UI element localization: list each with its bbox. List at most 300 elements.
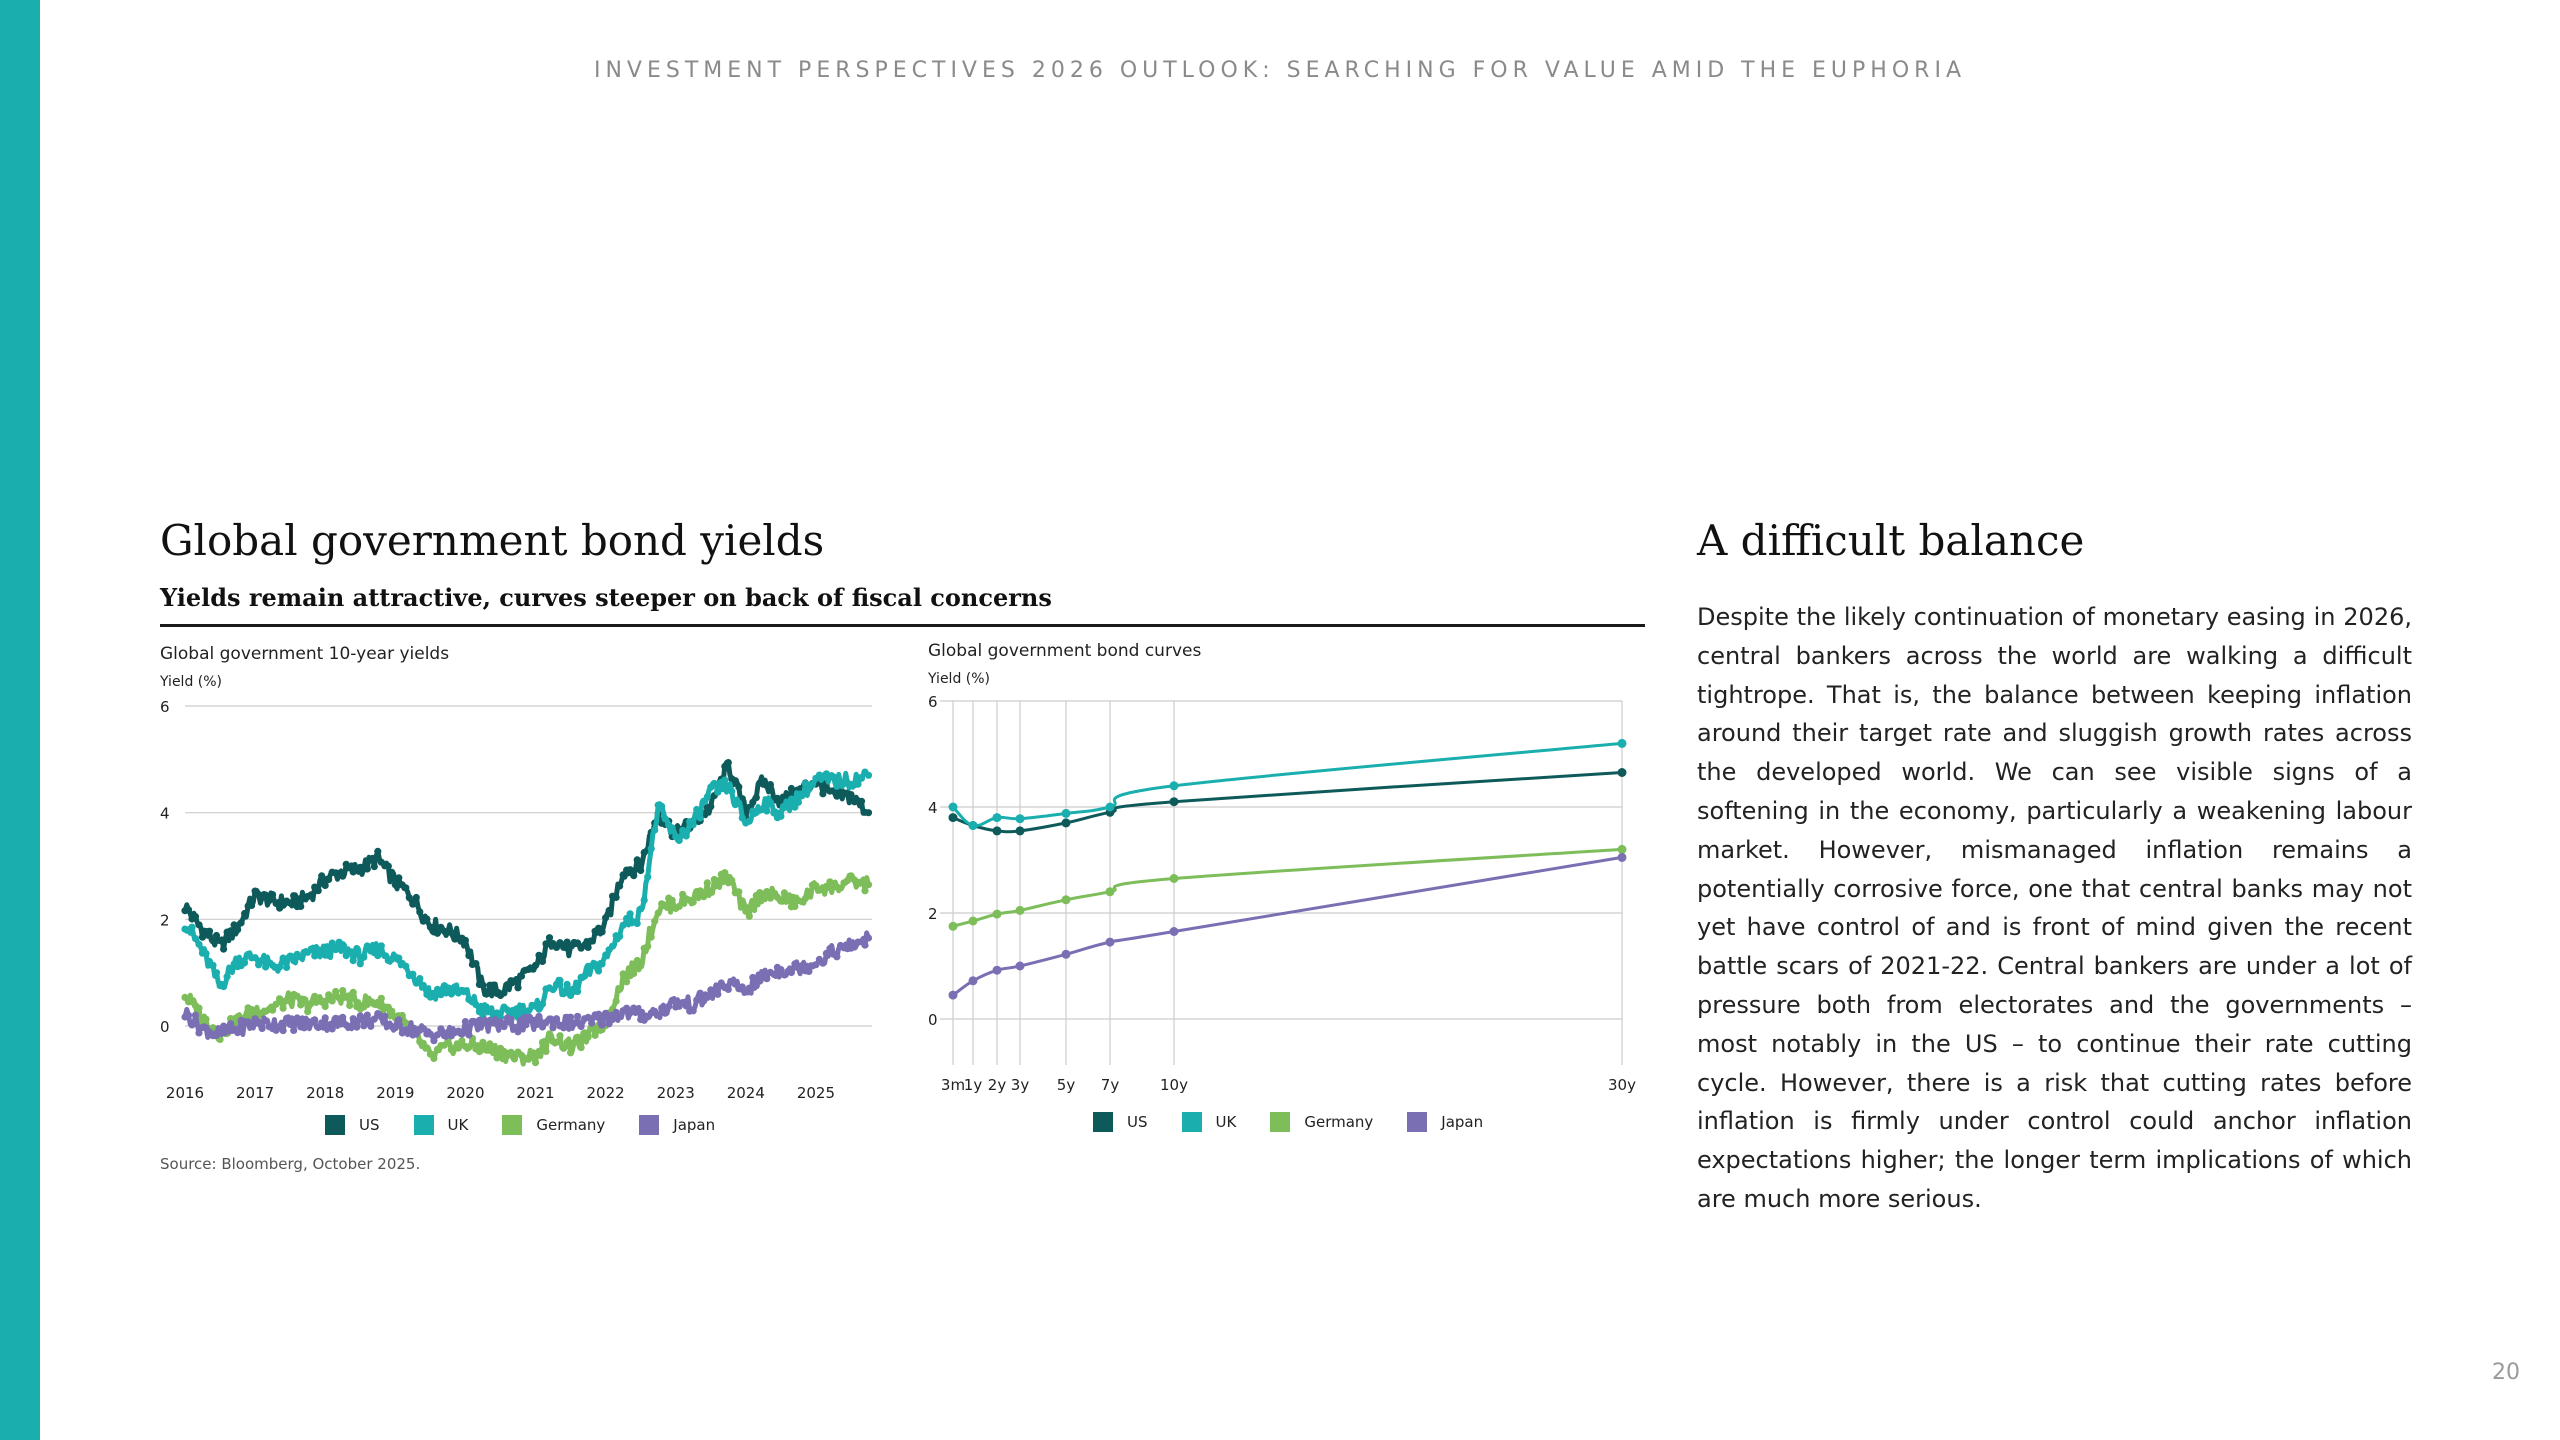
chart1-point-germany	[613, 998, 620, 1005]
chart1-point-germany	[805, 891, 812, 898]
chart1-point-uk	[574, 988, 581, 995]
chart1-point-uk	[858, 775, 865, 782]
chart1-point-uk	[648, 845, 655, 852]
chart1-point-germany	[304, 1008, 311, 1015]
chart2-point-us-5y	[1062, 818, 1071, 827]
chart1-xtick-2024: 2024	[726, 1084, 765, 1102]
chart1-point-japan	[465, 1031, 472, 1038]
chart1-point-uk	[416, 975, 423, 982]
chart1-point-germany	[574, 1034, 581, 1041]
chart1-point-uk	[195, 941, 202, 948]
chart1-xtick-2021: 2021	[516, 1084, 555, 1102]
chart1-point-uk	[746, 818, 753, 825]
chart1-point-uk	[620, 922, 627, 929]
chart1-point-us	[238, 919, 245, 926]
chart1-point-us	[269, 891, 276, 898]
chart2-series-japan	[949, 853, 1627, 1000]
legend2-swatch-germany	[1270, 1112, 1290, 1132]
chart1-point-germany	[493, 1054, 500, 1061]
chart1-point-germany	[486, 1040, 493, 1047]
chart1-point-japan	[770, 971, 777, 978]
chart1-point-japan	[346, 1023, 353, 1030]
chart1-point-uk	[683, 832, 690, 839]
chart1-point-japan	[381, 1013, 388, 1020]
chart1-point-japan	[185, 1012, 192, 1019]
chart2-series-germany	[949, 845, 1627, 931]
chart1-point-japan	[549, 1024, 556, 1031]
chart1-point-uk	[763, 807, 770, 814]
chart1-point-japan	[567, 1014, 574, 1021]
legend2-label-us: US	[1127, 1113, 1148, 1131]
chart1-point-uk	[311, 952, 318, 959]
chart1-point-germany	[630, 970, 637, 977]
chart1-point-us	[630, 872, 637, 879]
chart2-xtick-10y: 10y	[1160, 1076, 1188, 1094]
chart1-point-germany	[423, 1044, 430, 1051]
chart2-point-japan-30y	[1618, 853, 1627, 862]
chart1-point-japan	[609, 1016, 616, 1023]
figure-subtitle: Yields remain attractive, curves steeper on back of fiscal concerns	[160, 583, 1052, 612]
chart1-point-uk	[241, 959, 248, 966]
chart1-point-germany	[858, 879, 865, 886]
legend2-item-us	[1093, 1112, 1148, 1132]
chart2-point-us-10y	[1170, 797, 1179, 806]
chart1-point-japan	[690, 1007, 697, 1014]
chart1-point-us	[616, 883, 623, 890]
chart1-point-japan	[301, 1024, 308, 1031]
chart1-point-japan	[655, 1012, 662, 1019]
legend-label-germany: Germany	[536, 1116, 606, 1134]
chart1-point-uk	[592, 961, 599, 968]
chart1-point-uk	[325, 952, 332, 959]
chart1-point-japan	[634, 1006, 641, 1013]
chart1-point-germany	[735, 888, 742, 895]
chart2-point-japan-5y	[1062, 950, 1071, 959]
chart2-point-uk-3m	[949, 803, 958, 812]
chart2-point-japan-3m	[949, 991, 958, 1000]
chart1-point-japan	[353, 1024, 360, 1031]
legend2-item-uk	[1182, 1112, 1237, 1132]
chart2-point-germany-5y	[1062, 895, 1071, 904]
chart1-point-germany	[546, 1030, 553, 1037]
chart1-point-uk	[332, 946, 339, 953]
chart1-point-japan	[329, 1025, 336, 1032]
legend-item-uk	[414, 1115, 469, 1135]
chart1-point-uk	[830, 773, 837, 780]
chart1-point-uk	[353, 945, 360, 952]
chart2-point-germany-10y	[1170, 874, 1179, 883]
chart2-point-germany-2y	[993, 910, 1002, 919]
chart1-point-germany	[346, 1002, 353, 1009]
chart1-point-japan	[500, 1023, 507, 1030]
chart1-point-uk	[308, 946, 315, 953]
chart1-point-us	[858, 798, 865, 805]
chart1-point-germany	[865, 881, 872, 888]
chart1-point-germany	[655, 909, 662, 916]
chart1-ytick-4: 4	[160, 804, 170, 823]
chart1-point-uk	[865, 772, 872, 779]
chart1-point-uk	[809, 781, 816, 788]
chart1-point-us	[865, 809, 872, 816]
chart1-point-us	[819, 790, 826, 797]
chart1-point-japan	[437, 1025, 444, 1032]
chart1-point-uk	[448, 990, 455, 997]
chart1-point-uk	[735, 799, 742, 806]
chart1-point-uk	[777, 813, 784, 820]
chart1-point-us	[192, 913, 199, 920]
chart2-point-uk-30y	[1618, 739, 1627, 748]
legend-item-us	[325, 1115, 380, 1135]
chart1-point-japan	[518, 1021, 525, 1028]
chart1-point-uk	[637, 905, 644, 912]
chart2-point-japan-10y	[1170, 927, 1179, 936]
chart2-xtick-2y: 2y	[987, 1076, 1007, 1094]
chart1-point-us	[465, 952, 472, 959]
chart1-point-us	[206, 928, 213, 935]
chart1-point-us	[833, 793, 840, 800]
chart1-point-germany	[564, 1038, 571, 1045]
chart1-point-us	[308, 891, 315, 898]
chart1-point-germany	[585, 1033, 592, 1040]
chart1-point-germany	[637, 962, 644, 969]
chart1-point-japan	[360, 1022, 367, 1029]
chart1-point-uk	[644, 873, 651, 880]
chart1-point-uk	[188, 924, 195, 931]
chart1-ytick-0: 0	[160, 1018, 170, 1036]
chart1-point-us	[385, 863, 392, 870]
legend-label-japan: Japan	[673, 1116, 716, 1134]
chart1-point-us	[195, 921, 202, 928]
chart1-point-germany	[343, 993, 350, 1000]
chart1-point-uk	[564, 981, 571, 988]
chart2-point-uk-5y	[1062, 809, 1071, 818]
chart1-point-uk	[616, 933, 623, 940]
chart1-point-germany	[861, 887, 868, 894]
chart1-point-japan	[322, 1014, 329, 1021]
chart1-point-japan	[602, 1010, 609, 1017]
chart1-point-us	[287, 900, 294, 907]
legend-item-germany	[502, 1115, 605, 1135]
chart1-point-uk	[676, 837, 683, 844]
chart2-ylabel: Yield (%)	[928, 671, 991, 687]
chart1-point-uk	[329, 940, 336, 947]
chart1-point-uk	[690, 821, 697, 828]
chart2-xtick-7y: 7y	[1100, 1076, 1120, 1094]
chart1-point-us	[367, 856, 374, 863]
chart2-point-japan-1y	[969, 976, 978, 985]
chart1-point-us	[416, 908, 423, 915]
chart1-point-uk	[283, 964, 290, 971]
chart1-point-germany	[690, 899, 697, 906]
chart1-point-us	[374, 848, 381, 855]
chart1-point-us	[634, 856, 641, 863]
chart1-point-uk	[651, 827, 658, 834]
chart1-point-uk	[202, 950, 209, 957]
chart1-point-us	[753, 794, 760, 801]
chart1-point-germany	[455, 1045, 462, 1052]
chart1-point-uk	[374, 952, 381, 959]
chart2-point-us-2y	[993, 826, 1002, 835]
chart2-point-uk-2y	[993, 813, 1002, 822]
chart1-xtick-2023: 2023	[656, 1084, 695, 1102]
chart1-point-japan	[749, 974, 756, 981]
chart1-point-germany	[202, 1016, 209, 1023]
chart1-point-uk	[581, 973, 588, 980]
chart1-point-us	[511, 977, 518, 984]
chart1-point-japan	[350, 1015, 357, 1022]
chart1-point-uk	[556, 977, 563, 984]
chart1-point-us	[406, 894, 413, 901]
chart1-point-japan	[571, 1020, 578, 1027]
chart1-point-japan	[514, 1028, 521, 1035]
chart1-point-germany	[476, 1048, 483, 1055]
chart1-point-germany	[704, 879, 711, 886]
chart1-point-germany	[269, 1007, 276, 1014]
chart1-point-us	[542, 940, 549, 947]
chart2-point-germany-7y	[1106, 887, 1115, 896]
chart1-point-germany	[195, 1005, 202, 1012]
chart1-point-uk	[402, 963, 409, 970]
chart1-point-japan	[280, 1027, 287, 1034]
chart2-point-japan-2y	[993, 966, 1002, 975]
chart1-point-japan	[574, 1013, 581, 1020]
chart2-title: Global government bond curves	[928, 641, 1202, 661]
chart1-point-japan	[290, 1027, 297, 1034]
chart1-point-uk	[378, 942, 385, 949]
chart1-point-germany	[308, 1000, 315, 1007]
chart1-point-uk	[339, 941, 346, 948]
chart1-point-germany	[567, 1049, 574, 1056]
chart1-point-germany	[620, 970, 627, 977]
chart1-point-japan	[819, 960, 826, 967]
chart1-point-japan	[763, 975, 770, 982]
chart2-series-us	[949, 768, 1627, 835]
chart1-point-us	[325, 876, 332, 883]
chart1-point-japan	[357, 1012, 364, 1019]
chart1-point-germany	[350, 989, 357, 996]
chart1-point-germany	[714, 877, 721, 884]
chart1-xtick-2018: 2018	[306, 1084, 345, 1102]
chart1-point-us	[602, 914, 609, 921]
chart1-point-germany	[553, 1039, 560, 1046]
chart1-point-us	[185, 906, 192, 913]
chart1-point-us	[613, 894, 620, 901]
chart1-point-germany	[644, 943, 651, 950]
chart1-point-us	[217, 937, 224, 944]
chart1-point-germany	[592, 1032, 599, 1039]
chart1-point-us	[725, 759, 732, 766]
chart1-point-germany	[280, 1005, 287, 1012]
chart1-point-germany	[746, 913, 753, 920]
chart1-point-uk	[213, 969, 220, 976]
chart1-point-us	[588, 937, 595, 944]
chart1-point-japan	[693, 997, 700, 1004]
chart1-point-uk	[728, 788, 735, 795]
chart1-point-uk	[504, 1006, 511, 1013]
chart1-point-japan	[255, 1019, 262, 1026]
chart1-point-germany	[784, 894, 791, 901]
chart1-point-us	[472, 960, 479, 967]
chart2-legend	[1093, 1112, 1483, 1132]
chart1-point-japan	[392, 1024, 399, 1031]
chart1-point-germany	[669, 897, 676, 904]
chart1-point-us	[297, 903, 304, 910]
chart1-point-germany	[322, 1003, 329, 1010]
chart1-point-japan	[546, 1015, 553, 1022]
chart1-point-uk	[420, 982, 427, 989]
chart1-legend	[325, 1115, 715, 1135]
chart1-ytick-2: 2	[160, 911, 170, 930]
chart1-series-japan	[181, 933, 872, 1044]
chart1-xtick-2019: 2019	[376, 1084, 415, 1102]
chart1-point-germany	[676, 903, 683, 910]
chart1-point-japan	[294, 1014, 301, 1021]
chart1-point-uk	[795, 799, 802, 806]
chart1-xtick-2022: 2022	[586, 1084, 625, 1102]
chart1-point-japan	[283, 1015, 290, 1022]
chart1-point-uk	[599, 960, 606, 967]
chart1-point-uk	[280, 955, 287, 962]
chart1-point-us	[847, 791, 854, 798]
chart1-point-uk	[714, 789, 721, 796]
chart1-point-uk	[451, 983, 458, 990]
chart2-xtick-3y: 3y	[1010, 1076, 1030, 1094]
chart2-xtick-30y: 30y	[1608, 1076, 1636, 1094]
chart2-xtick-3m: 3m	[940, 1076, 966, 1094]
chart1-point-japan	[395, 1016, 402, 1023]
legend-swatch-us	[325, 1115, 345, 1135]
chart1-point-us	[266, 897, 273, 904]
chart2-point-us-30y	[1618, 768, 1627, 777]
chart1-point-us	[448, 929, 455, 936]
chart1-point-uk	[444, 984, 451, 991]
chart1-point-uk	[357, 960, 364, 967]
chart1-point-germany	[623, 978, 630, 985]
chart1-point-japan	[458, 1031, 465, 1038]
chart1-point-japan	[665, 1003, 672, 1010]
chart1-point-japan	[311, 1016, 318, 1023]
chart1-point-japan	[704, 994, 711, 1001]
chart1-point-germany	[287, 998, 294, 1005]
chart1-point-japan	[462, 1018, 469, 1025]
chart1-point-germany	[325, 991, 332, 998]
chart1-point-japan	[287, 1021, 294, 1028]
legend-swatch-uk	[414, 1115, 434, 1135]
chart1-point-germany	[721, 869, 728, 876]
chart1-point-germany	[332, 988, 339, 995]
chart1-point-germany	[616, 986, 623, 993]
chart1-point-us	[788, 785, 795, 792]
chart1-point-uk	[711, 780, 718, 787]
chart1-point-germany	[479, 1039, 486, 1046]
chart1-title: Global government 10-year yields	[160, 644, 450, 664]
chart2-series-uk	[949, 739, 1627, 830]
chart1-xtick-2025: 2025	[796, 1084, 836, 1102]
chart1-point-us	[535, 952, 542, 959]
legend-swatch-japan	[639, 1115, 659, 1135]
chart2-point-germany-3y	[1016, 906, 1025, 915]
chart2-point-germany-30y	[1618, 845, 1627, 854]
chart1-point-uk	[252, 954, 259, 961]
chart1-point-germany	[294, 993, 301, 1000]
chart1-point-us	[735, 783, 742, 790]
chart2-point-germany-1y	[969, 917, 978, 926]
chart1-point-germany	[728, 877, 735, 884]
chart1-point-us	[539, 958, 546, 965]
chart1-point-germany	[777, 898, 784, 905]
chart1-point-uk	[409, 971, 416, 978]
chart1-point-us	[339, 873, 346, 880]
chart1-point-japan	[188, 1021, 195, 1028]
chart1-xtick-2017: 2017	[236, 1084, 275, 1102]
chart1-point-germany	[430, 1055, 437, 1062]
legend2-item-germany	[1270, 1112, 1373, 1132]
chart1-point-us	[500, 989, 507, 996]
chart1-point-us	[402, 884, 409, 891]
chart1-point-us	[315, 887, 322, 894]
side-body: Despite the likely continuation of monetary easing in 2026, central bankers across the world are walking a difficult tightrope. That is, the balance between keeping inflation around their target rate and sluggish growth rates across the developed world. We can see visible signs of a softening in the economy, particularly a weakening labour market. However, mismanaged inflation remains a potentially corrosive force, one that central banks may not yet have control of and is front of mind given the recent battle scars of 2021-22. Central bankers are under a lot of pressure both from electorates and the governments – most notably in the US – to continue their rate cutting cycle. However, there is a risk that cutting rates before inflation is firmly under control could anchor inflation expectations higher; the longer term implications of which are much more serious.	[1697, 603, 2412, 1213]
chart1-point-japan	[364, 1012, 371, 1019]
chart1-xtick-2020: 2020	[446, 1084, 485, 1102]
chart1-point-us	[606, 907, 613, 914]
chart1-point-us	[767, 781, 774, 788]
chart1-point-japan	[507, 1016, 514, 1023]
chart1-point-us	[732, 777, 739, 784]
chart2-line-us	[953, 773, 1622, 832]
chart1-point-germany	[707, 888, 714, 895]
chart2-point-us-3y	[1016, 826, 1025, 835]
chart1-point-germany	[556, 1032, 563, 1039]
chart1-point-uk	[669, 824, 676, 831]
legend2-label-uk: UK	[1215, 1113, 1237, 1131]
chart1-point-japan	[553, 1015, 560, 1022]
chart1-point-us	[490, 982, 497, 989]
chart1-point-us	[392, 881, 399, 888]
chart1-point-uk	[595, 967, 602, 974]
chart1-point-us	[290, 892, 297, 899]
chart1-point-germany	[276, 995, 283, 1002]
chart2-line-uk	[953, 743, 1622, 825]
chart1-point-germany	[578, 1044, 585, 1051]
chart1-ylabel: Yield (%)	[160, 674, 223, 690]
chart1-point-us	[220, 946, 227, 953]
chart2-point-germany-3m	[949, 922, 958, 931]
chart1-point-japan	[234, 1029, 241, 1036]
chart1-point-us	[599, 928, 606, 935]
chart1-point-uk	[350, 957, 357, 964]
chart1-point-us	[413, 894, 420, 901]
chart1-point-japan	[788, 969, 795, 976]
chart2-point-uk-1y	[969, 821, 978, 830]
chart1-point-germany	[539, 1039, 546, 1046]
chart2-point-japan-7y	[1106, 938, 1115, 947]
chart1-point-us	[637, 867, 644, 874]
chart1-point-uk	[437, 991, 444, 998]
chart1-point-germany	[507, 1049, 514, 1056]
chart1-point-germany	[388, 1008, 395, 1015]
chart2-point-japan-3y	[1016, 962, 1025, 971]
chart1-point-germany	[739, 897, 746, 904]
chart1-point-us	[483, 991, 490, 998]
chart1-point-japan	[259, 1025, 266, 1032]
source-note: Source: Bloomberg, October 2025.	[160, 1155, 421, 1173]
legend-label-uk: UK	[447, 1116, 469, 1134]
legend2-swatch-uk	[1182, 1112, 1202, 1132]
chart1-point-japan	[595, 1011, 602, 1018]
chart1-point-uk	[658, 803, 665, 810]
chart1-point-japan	[746, 985, 753, 992]
chart1-point-us	[234, 926, 241, 933]
